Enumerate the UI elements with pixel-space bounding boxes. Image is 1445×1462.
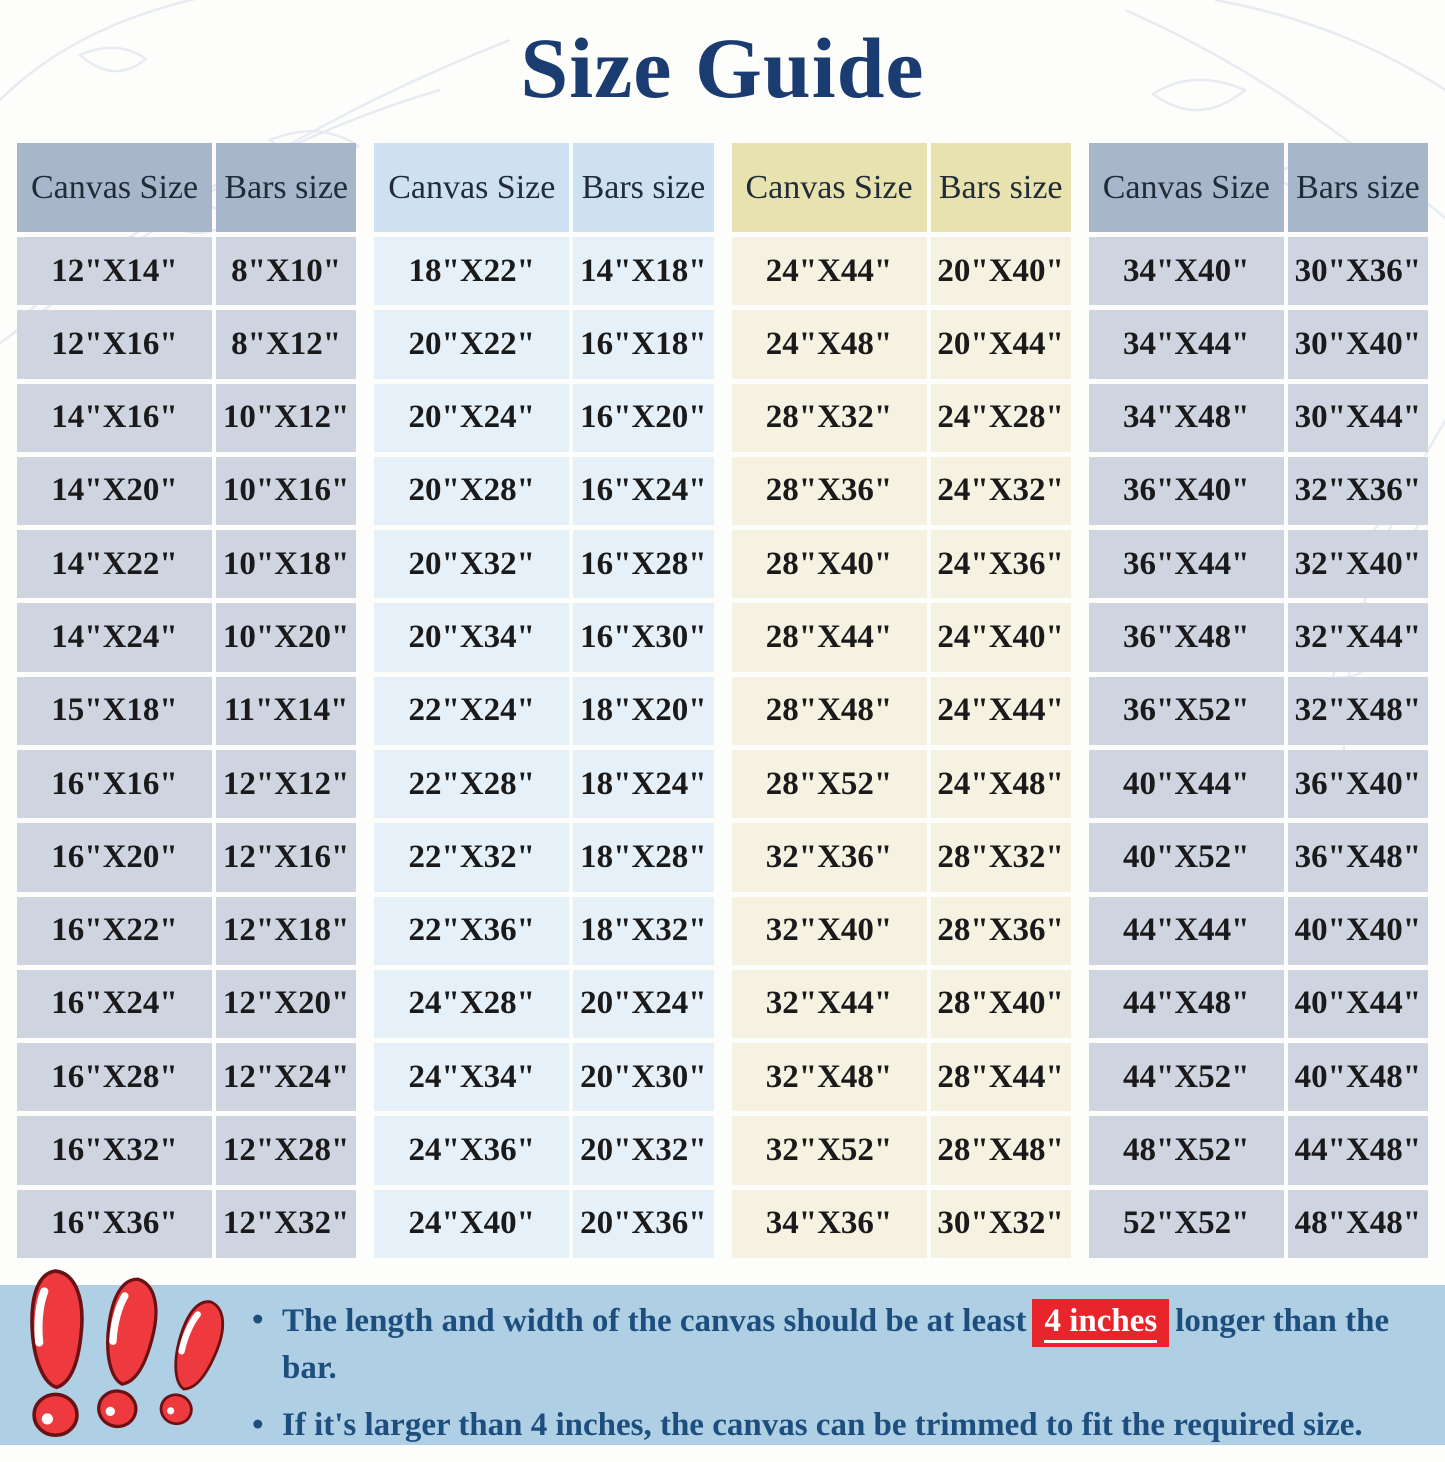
bars-size-cell: 32"X36": [1288, 457, 1428, 525]
canvas-size-cell: 22"X36": [374, 897, 569, 965]
bars-size-cell: 18"X20": [573, 677, 713, 745]
canvas-size-cell: 16"X20": [17, 823, 212, 891]
canvas-size-cell: 36"X52": [1089, 677, 1284, 745]
bars-size-cell: 16"X20": [573, 384, 713, 452]
bars-size-header: Bars size: [931, 143, 1071, 232]
four-inches-highlight: [1032, 1299, 1169, 1347]
canvas-size-header: Canvas Size: [1089, 143, 1284, 232]
canvas-size-cell: 28"X44": [732, 603, 927, 671]
bars-size-cell: 11"X14": [216, 677, 356, 745]
note-canvas-length: [252, 1299, 1392, 1390]
canvas-size-cell: 16"X22": [17, 897, 212, 965]
bars-size-cell: 10"X18": [216, 530, 356, 598]
bars-size-cell: 24"X32": [931, 457, 1071, 525]
bars-size-cell: 12"X12": [216, 750, 356, 818]
bars-size-cell: 18"X28": [573, 823, 713, 891]
canvas-size-cell: 16"X32": [17, 1116, 212, 1184]
canvas-size-cell: 34"X36": [732, 1190, 927, 1258]
bars-size-cell: 10"X16": [216, 457, 356, 525]
bars-size-cell: 14"X18": [573, 237, 713, 305]
canvas-size-cell: 44"X44": [1089, 897, 1284, 965]
canvas-size-cell: 16"X16": [17, 750, 212, 818]
canvas-size-cell: 44"X48": [1089, 970, 1284, 1038]
note-trim: [252, 1404, 1392, 1448]
bars-size-header: Bars size: [573, 143, 713, 232]
note-1-text: [282, 1299, 1392, 1390]
canvas-size-cell: 20"X24": [374, 384, 569, 452]
canvas-size-cell: 18"X22": [374, 237, 569, 305]
bars-size-cell: 10"X12": [216, 384, 356, 452]
bars-size-cell: 40"X48": [1288, 1043, 1428, 1111]
bars-size-cell: 20"X40": [931, 237, 1071, 305]
canvas-size-cell: 32"X36": [732, 823, 927, 891]
canvas-size-header: Canvas Size: [374, 143, 569, 232]
bars-size-cell: 24"X44": [931, 677, 1071, 745]
bars-size-cell: 12"X16": [216, 823, 356, 891]
canvas-size-cell: 24"X36": [374, 1116, 569, 1184]
bars-size-cell: 20"X44": [931, 310, 1071, 378]
canvas-size-cell: 20"X32": [374, 530, 569, 598]
bars-size-cell: 24"X28": [931, 384, 1071, 452]
bars-size-cell: 28"X36": [931, 897, 1071, 965]
bars-size-cell: 32"X48": [1288, 677, 1428, 745]
bars-size-cell: 12"X18": [216, 897, 356, 965]
bars-size-cell: 20"X30": [573, 1043, 713, 1111]
bars-size-cell: 28"X40": [931, 970, 1071, 1038]
bars-size-cell: 12"X24": [216, 1043, 356, 1111]
canvas-size-cell: 20"X22": [374, 310, 569, 378]
canvas-size-cell: 15"X18": [17, 677, 212, 745]
note-2-text: If it's larger than 4 inches, the canvas can be trimmed to fit the required size.: [282, 1407, 1363, 1444]
bars-size-cell: 8"X10": [216, 237, 356, 305]
bars-size-cell: 16"X28": [573, 530, 713, 598]
canvas-size-cell: 24"X28": [374, 970, 569, 1038]
size-table-group-4: [1089, 143, 1428, 1258]
canvas-size-header: Canvas Size: [732, 143, 927, 232]
bars-size-cell: 12"X32": [216, 1190, 356, 1258]
bars-size-cell: 36"X48": [1288, 823, 1428, 891]
bars-size-cell: 20"X32": [573, 1116, 713, 1184]
bars-size-cell: 24"X48": [931, 750, 1071, 818]
canvas-size-cell: 22"X32": [374, 823, 569, 891]
canvas-size-cell: 36"X44": [1089, 530, 1284, 598]
notes-band: [0, 1285, 1445, 1445]
bars-size-cell: 30"X32": [931, 1190, 1071, 1258]
canvas-size-cell: 28"X40": [732, 530, 927, 598]
canvas-size-cell: 40"X44": [1089, 750, 1284, 818]
canvas-size-cell: 16"X28": [17, 1043, 212, 1111]
bars-size-cell: 44"X48": [1288, 1116, 1428, 1184]
canvas-size-cell: 32"X40": [732, 897, 927, 965]
notes: [252, 1299, 1392, 1462]
page-title: Size Guide: [520, 20, 925, 116]
canvas-size-cell: 34"X48": [1089, 384, 1284, 452]
canvas-size-cell: 28"X32": [732, 384, 927, 452]
bars-size-cell: 40"X44": [1288, 970, 1428, 1038]
canvas-size-cell: 32"X44": [732, 970, 927, 1038]
four-inches-text: 4 inches: [1044, 1303, 1157, 1343]
canvas-size-cell: 16"X24": [17, 970, 212, 1038]
canvas-size-cell: 20"X28": [374, 457, 569, 525]
bars-size-cell: 20"X24": [573, 970, 713, 1038]
canvas-size-cell: 52"X52": [1089, 1190, 1284, 1258]
bars-size-cell: 36"X40": [1288, 750, 1428, 818]
canvas-size-cell: 14"X20": [17, 457, 212, 525]
size-table-group-2: [374, 143, 713, 1258]
size-table-group-1: [17, 143, 356, 1258]
canvas-size-cell: 40"X52": [1089, 823, 1284, 891]
canvas-size-cell: 22"X24": [374, 677, 569, 745]
bars-size-cell: 40"X40": [1288, 897, 1428, 965]
canvas-size-cell: 24"X44": [732, 237, 927, 305]
bars-size-cell: 10"X20": [216, 603, 356, 671]
canvas-size-cell: 14"X16": [17, 384, 212, 452]
canvas-size-cell: 36"X40": [1089, 457, 1284, 525]
canvas-size-cell: 28"X52": [732, 750, 927, 818]
bars-size-cell: 12"X28": [216, 1116, 356, 1184]
canvas-size-cell: 24"X34": [374, 1043, 569, 1111]
canvas-size-cell: 24"X40": [374, 1190, 569, 1258]
canvas-size-cell: 14"X22": [17, 530, 212, 598]
canvas-size-cell: 28"X48": [732, 677, 927, 745]
canvas-size-header: Canvas Size: [17, 143, 212, 232]
bars-size-cell: 18"X24": [573, 750, 713, 818]
bars-size-cell: 30"X40": [1288, 310, 1428, 378]
bars-size-cell: 16"X18": [573, 310, 713, 378]
canvas-size-cell: 12"X14": [17, 237, 212, 305]
bars-size-cell: 32"X44": [1288, 603, 1428, 671]
canvas-size-cell: 28"X36": [732, 457, 927, 525]
bars-size-cell: 30"X44": [1288, 384, 1428, 452]
canvas-size-cell: 14"X24": [17, 603, 212, 671]
canvas-size-cell: 12"X16": [17, 310, 212, 378]
canvas-size-cell: 34"X44": [1089, 310, 1284, 378]
bars-size-header: Bars size: [1288, 143, 1428, 232]
bars-size-cell: 16"X30": [573, 603, 713, 671]
bars-size-cell: 48"X48": [1288, 1190, 1428, 1258]
canvas-size-cell: 24"X48": [732, 310, 927, 378]
note-1-post: longer than the bar.: [282, 1303, 1390, 1386]
bars-size-header: Bars size: [216, 143, 356, 232]
canvas-size-cell: 34"X40": [1089, 237, 1284, 305]
canvas-size-cell: 20"X34": [374, 603, 569, 671]
size-tables: [17, 143, 1428, 1258]
bars-size-cell: 28"X44": [931, 1043, 1071, 1111]
canvas-size-cell: 22"X28": [374, 750, 569, 818]
canvas-size-cell: 36"X48": [1089, 603, 1284, 671]
bullet-icon: •: [252, 1407, 264, 1444]
bars-size-cell: 28"X32": [931, 823, 1071, 891]
bars-size-cell: 28"X48": [931, 1116, 1071, 1184]
bars-size-cell: 8"X12": [216, 310, 356, 378]
bars-size-cell: 18"X32": [573, 897, 713, 965]
bars-size-cell: 24"X36": [931, 530, 1071, 598]
bars-size-cell: 24"X40": [931, 603, 1071, 671]
exclamation-icon: [18, 1269, 246, 1441]
bars-size-cell: 20"X36": [573, 1190, 713, 1258]
bars-size-cell: 32"X40": [1288, 530, 1428, 598]
canvas-size-cell: 32"X52": [732, 1116, 927, 1184]
canvas-size-cell: 48"X52": [1089, 1116, 1284, 1184]
canvas-size-cell: 44"X52": [1089, 1043, 1284, 1111]
note-1-pre: The length and width of the canvas should be at least: [282, 1303, 1027, 1339]
canvas-size-cell: 16"X36": [17, 1190, 212, 1258]
bars-size-cell: 30"X36": [1288, 237, 1428, 305]
bullet-icon: •: [252, 1302, 264, 1338]
bars-size-cell: 12"X20": [216, 970, 356, 1038]
canvas-size-cell: 32"X48": [732, 1043, 927, 1111]
size-table-group-3: [732, 143, 1071, 1258]
bars-size-cell: 16"X24": [573, 457, 713, 525]
